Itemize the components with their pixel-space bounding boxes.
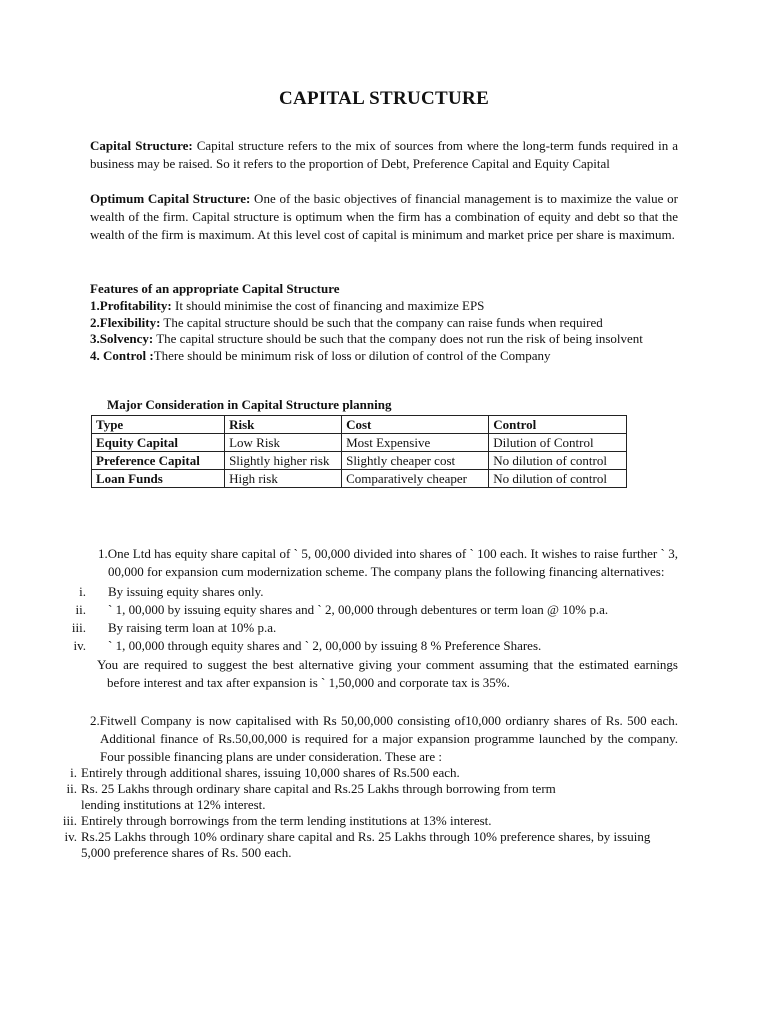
question-1-options — [60, 583, 680, 655]
list-item — [55, 813, 680, 829]
question-text: 1.One Ltd has equity share capital of ` 5, 00,000 divided into shares of ` 100 each. It wishes to raise further ` 3, 00,000 for expansion cum modernization scheme. The company plans the following financing alternatives: — [98, 546, 678, 579]
feature-term: 2.Flexibility: — [90, 314, 161, 330]
table-caption: Major Consideration in Capital Structure planning — [107, 397, 392, 412]
table-cell: Slightly higher risk — [225, 452, 342, 470]
feature-item — [90, 298, 678, 315]
list-text: ` 1, 00,000 by issuing equity shares and ` 2, 00,000 through debentures or term loan @ 10% p.a. — [108, 602, 609, 617]
table-cell: Loan Funds — [92, 470, 225, 488]
feature-term: 3.Solvency: — [90, 331, 154, 346]
list-item — [55, 781, 680, 813]
list-text: ` 1, 00,000 through equity shares and ` 2, 00,000 by issuing 8 % Preference Shares. — [108, 638, 542, 653]
feature-item — [90, 348, 678, 365]
list-item — [60, 619, 680, 637]
question-2-intro — [90, 712, 678, 766]
table-cell: Low Risk — [225, 434, 342, 452]
table-cell: No dilution of control — [489, 452, 627, 470]
definition-text: One of the basic objectives of financial management is to maximize the value or wealth of the firm. Capital structure is optimum when the firm has a combination of equity and debt so that the wealth of the firm is maximum. At this level cost of capital is minimum and market price per share is maximum. — [90, 191, 678, 242]
question-2-options — [55, 765, 680, 861]
list-number: iii. — [71, 620, 86, 635]
table-cell: Preference Capital — [92, 452, 225, 470]
list-text: By raising term loan at 10% p.a. — [108, 620, 277, 635]
table-row — [92, 434, 627, 452]
list-number: ii. — [66, 781, 77, 796]
feature-term: 1.Profitability: — [90, 298, 172, 313]
feature-text: The capital structure should be such that the company does not run the risk of being insolvent — [153, 331, 643, 346]
page-title: CAPITAL STRUCTURE — [278, 88, 490, 109]
table-header-cell: Risk — [225, 416, 342, 434]
question-text: You are required to suggest the best alternative giving your comment assuming that the estimated earnings before interest and tax after expansion is ` 1,50,000 and corporate tax is 35%. — [97, 657, 678, 690]
table-cell: Slightly cheaper cost — [342, 452, 489, 470]
list-item — [55, 765, 680, 781]
list-item — [55, 829, 680, 861]
capital-structure-table — [91, 415, 627, 488]
table-cell: No dilution of control — [489, 470, 627, 488]
table-cell: Most Expensive — [342, 434, 489, 452]
table-cell: Dilution of Control — [489, 434, 627, 452]
table-header-cell: Control — [489, 416, 627, 434]
table-cell: Comparatively cheaper — [342, 470, 489, 488]
table-cell: Equity Capital — [92, 434, 225, 452]
list-number: iv. — [64, 829, 77, 844]
question-text: 2.Fitwell Company is now capitalised with Rs 50,00,000 consisting of10,000 ordianry shares of Rs. 500 each. Additional finance of Rs.50,00,000 is required for a major expansion programme launched by the company. Four possible financing plans are under consideration. These are : — [90, 713, 678, 764]
table-header-row — [92, 416, 627, 434]
list-item — [60, 583, 680, 601]
table-row — [92, 470, 627, 488]
list-text: Entirely through additional shares, issuing 10,000 shares of Rs.500 each. — [81, 765, 460, 780]
features-heading: Features of an appropriate Capital Structure — [90, 281, 340, 296]
list-text: Rs. 25 Lakhs through ordinary share capital and Rs.25 Lakhs through borrowing from term lending institutions at 12% interest. — [81, 781, 556, 812]
list-number: iii. — [62, 813, 77, 828]
list-number: i. — [70, 765, 77, 780]
list-number: i. — [79, 584, 86, 599]
capital-structure-definition — [90, 137, 678, 173]
list-text: Entirely through borrowings from the term lending institutions at 13% interest. — [81, 813, 492, 828]
feature-text: The capital structure should be such that the company can raise funds when required — [160, 314, 603, 330]
list-text: By issuing equity shares only. — [108, 584, 264, 599]
table-header-cell: Cost — [342, 416, 489, 434]
question-1-intro — [90, 545, 678, 581]
question-1-closing — [97, 656, 678, 692]
feature-item — [90, 315, 678, 332]
table-cell: High risk — [225, 470, 342, 488]
feature-text: There should be minimum risk of loss or dilution of control of the Company — [153, 347, 551, 363]
definition-term: Capital Structure: — [90, 138, 193, 153]
features-section — [90, 280, 678, 364]
list-number: iv. — [73, 638, 86, 653]
optimum-capital-structure — [90, 190, 678, 244]
feature-term: 4. Control : — [90, 347, 154, 363]
table-row — [92, 452, 627, 470]
list-item — [60, 601, 680, 619]
table-header-cell: Type — [92, 416, 225, 434]
feature-text: It should minimise the cost of financing and maximize EPS — [171, 298, 485, 313]
definition-term: Optimum Capital Structure: — [90, 191, 251, 206]
list-item — [60, 637, 680, 655]
list-text: Rs.25 Lakhs through 10% ordinary share capital and Rs. 25 Lakhs through 10% preference shares, by issuing 5,000 preference shares of Rs. 500 each. — [81, 829, 651, 860]
list-number: ii. — [75, 602, 86, 617]
definition-text: Capital structure refers to the mix of sources from where the long-term funds required in a business may be raised. So it refers to the proportion of Debt, Preference Capital and Equity Capital — [90, 138, 678, 171]
feature-item — [90, 331, 678, 348]
